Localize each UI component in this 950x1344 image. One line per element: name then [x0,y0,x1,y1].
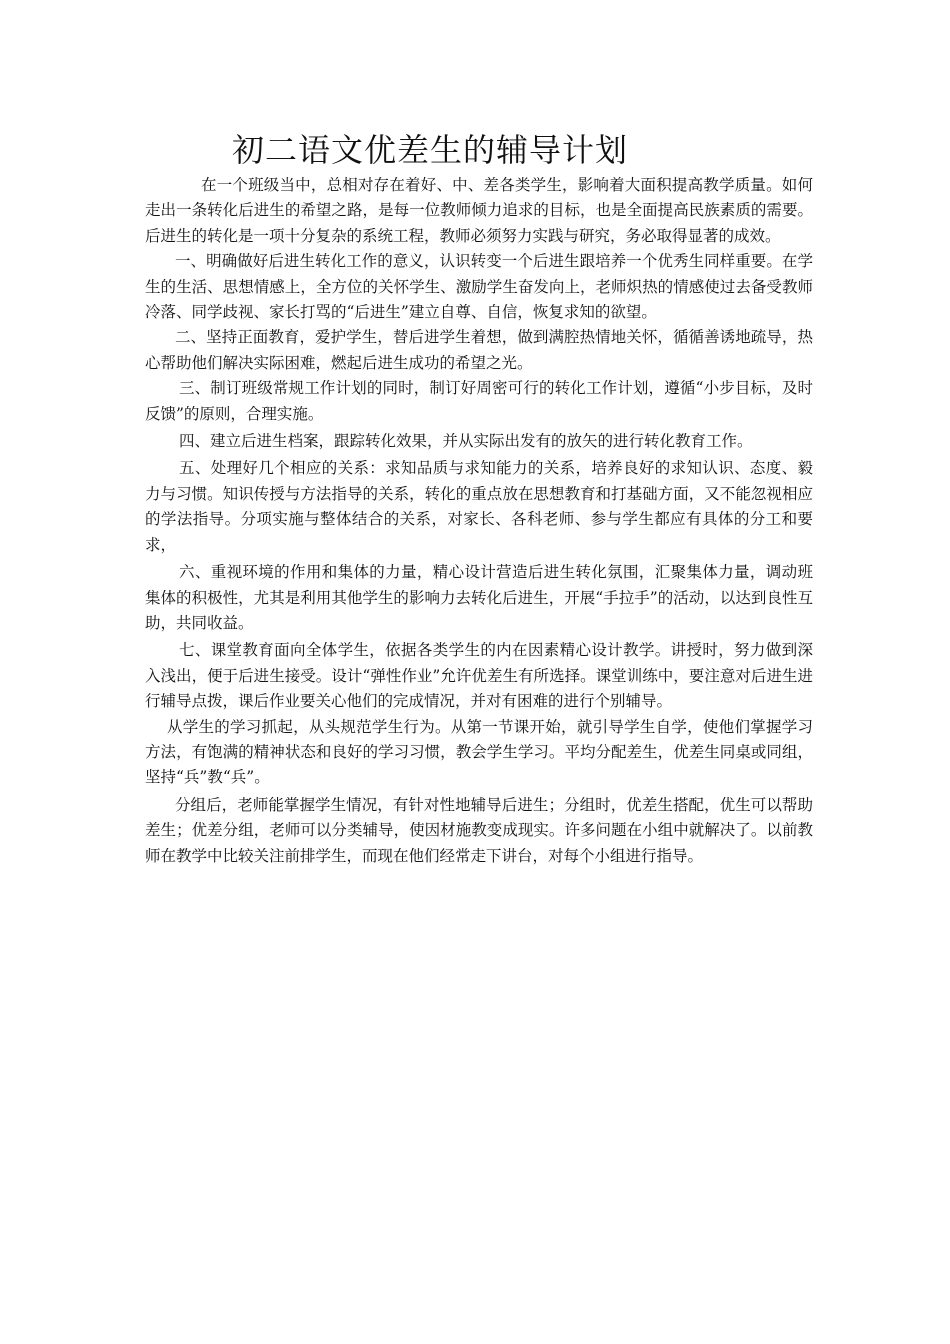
paragraph-study-habits: 从学生的学习抓起，从头规范学生行为。从第一节课开始，就引导学生自学，使他们掌握学习方法，有饱满的精神状态和良好的学习习惯，教会学生学习。平均分配差生，优差生同桌或同组，坚持“兵”教“兵”。 [145,717,813,787]
paragraph-point-3: 三、制订班级常规工作计划的同时，制订好周密可行的转化工作计划，遵循“小步目标，及时反馈”的原则，合理实施。 [145,379,813,423]
document-title: 初二语文优差生的辅导计划 [232,131,629,169]
paragraph-point-5: 五、处理好几个相应的关系：求知品质与求知能力的关系，培养良好的求知认识、态度、毅力与习惯。知识传授与方法指导的关系，转化的重点放在思想教育和打基础方面，又不能忽视相应的学法指导。分项实施与整体结合的关系，对家长、各科老师、参与学生都应有具体的分工和要求， [145,459,813,554]
paragraph-point-6: 六、重视环境的作用和集体的力量，精心设计营造后进生转化氛围，汇聚集体力量，调动班集体的积极性，尤其是利用其他学生的影响力去转化后进生，开展“手拉手”的活动，以达到良性互助，共同收益。 [145,563,813,632]
paragraph-point-7: 七、课堂教育面向全体学生，依据各类学生的内在因素精心设计教学。讲授时，努力做到深入浅出，便于后进生接受。设计“弹性作业”允许优差生有所选择。课堂训练中，要注意对后进生进行辅导点拨，课后作业要关心他们的完成情况，并对有困难的进行个别辅导。 [145,641,813,711]
paragraph-point-4: 四、建立后进生档案，跟踪转化效果，并从实际出发有的放矢的进行转化教育工作。 [179,432,753,451]
paragraph-intro: 在一个班级当中，总相对存在着好、中、差各类学生，影响着大面积提高教学质量。如何走出一条转化后进生的希望之路，是每一位教师倾力追求的目标，也是全面提高民族素质的需要。后进生的转化是一项十分复杂的系统工程，教师必须努力实践与研究，务必取得显著的成效。 [145,176,813,245]
document-body [145,173,813,869]
paragraph-point-2: 二、坚持正面教育，爱护学生，替后进学生着想，做到满腔热情地关怀，循循善诱地疏导，热心帮助他们解决实际困难，燃起后进生成功的希望之光。 [145,328,813,372]
paragraph-point-1: 一、明确做好后进生转化工作的意义，认识转变一个后进生跟培养一个优秀生同样重要。在学生的生活、思想情感上，全方位的关怀学生、激励学生奋发向上，老师炽热的情感使过去备受教师冷落、同学歧视、家长打骂的“后进生”建立自尊、自信，恢复求知的欲望。 [145,252,813,322]
paragraph-grouping: 分组后，老师能掌握学生情况，有针对性地辅导后进生；分组时，优差生搭配，优生可以帮助差生；优差分组，老师可以分类辅导，使因材施教变成现实。许多问题在小组中就解决了。以前教师在教学中比较关注前排学生，而现在他们经常走下讲台，对每个小组进行指导。 [145,795,813,865]
